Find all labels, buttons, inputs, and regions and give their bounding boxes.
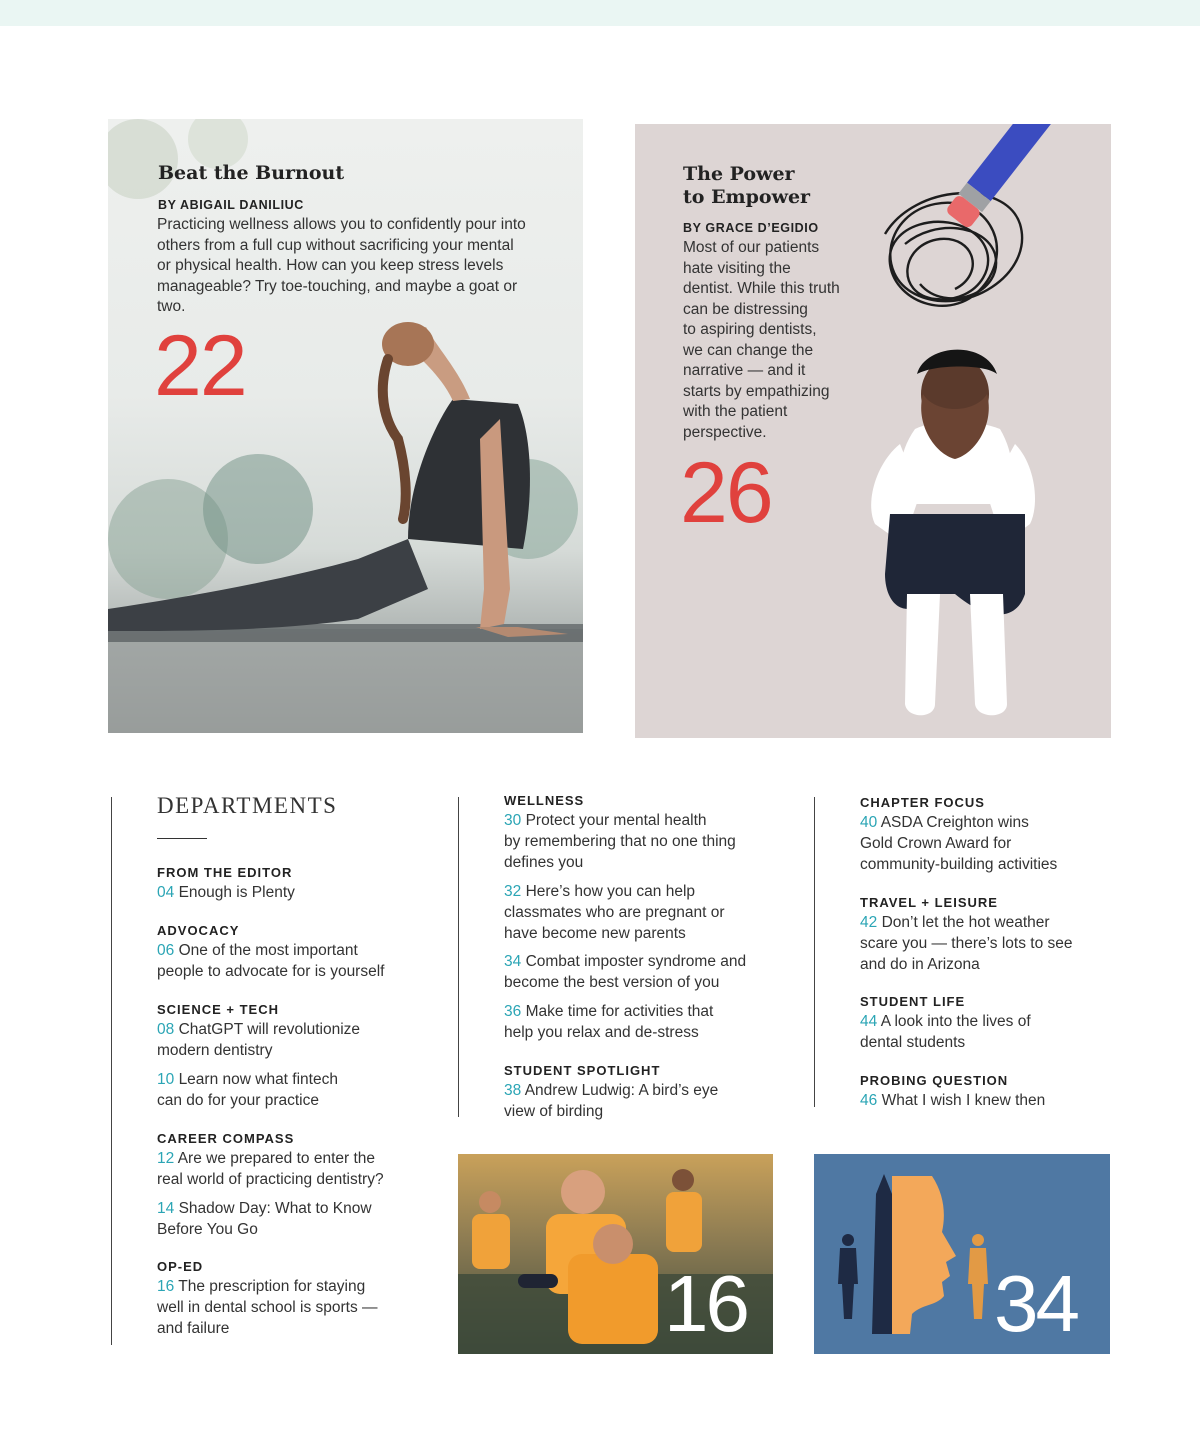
entry-text: What I wish I knew then: [881, 1092, 1046, 1109]
entry-text: become the best version of you: [504, 974, 720, 991]
entry-text: modern dentistry: [157, 1042, 273, 1059]
column-divider: [111, 797, 112, 1345]
body-line: narrative — and it: [683, 362, 806, 379]
entry-text: can do for your practice: [157, 1092, 319, 1109]
entry-text: community-building activities: [860, 856, 1058, 873]
sports-page-number: 16: [664, 1259, 747, 1348]
body-line: we can change the: [683, 341, 814, 359]
page-number: 08: [157, 1021, 175, 1038]
entry-text: view of birding: [504, 1103, 604, 1120]
entry-text: A look into the lives of: [880, 1013, 1031, 1030]
entry-text: well in dental school is sports —: [157, 1299, 378, 1316]
toc-entry[interactable]: [860, 1090, 1045, 1111]
page-number: 10: [157, 1071, 175, 1088]
section-student-spotlight: STUDENT SPOTLIGHT: [504, 1063, 661, 1078]
body-line: starts by empathizing: [683, 382, 830, 400]
entry-text: have become new parents: [504, 925, 686, 942]
entry-text: help you relax and de-stress: [504, 1024, 699, 1041]
body-line: dentist. While this truth: [683, 280, 840, 297]
top-band: [0, 0, 1200, 26]
departments-heading: DEPARTMENTS: [157, 793, 338, 818]
section-from-the-editor: FROM THE EDITOR: [157, 865, 293, 880]
toc-entry[interactable]: [860, 1011, 1031, 1053]
entry-text: Andrew Ludwig: A bird’s eye: [524, 1082, 719, 1099]
entry-text: and do in Arizona: [860, 956, 980, 973]
page-number: 14: [157, 1200, 175, 1217]
column-divider: [814, 797, 815, 1107]
entry-text: dental students: [860, 1034, 966, 1051]
entry-text: people to advocate for is yourself: [157, 963, 385, 980]
entry-text: real world of practicing dentistry?: [157, 1171, 384, 1188]
page-number: 04: [157, 884, 175, 901]
body-line: hate visiting the: [683, 259, 791, 277]
page-number: 34: [504, 953, 522, 970]
toc-entry[interactable]: [157, 1069, 338, 1111]
page-number: 42: [860, 914, 878, 931]
toc-entry[interactable]: [504, 810, 736, 873]
toc-entry[interactable]: [504, 1001, 713, 1043]
toc-entry[interactable]: [157, 1148, 384, 1190]
page-number: 40: [860, 814, 878, 831]
toc-entry[interactable]: [157, 1019, 360, 1061]
toc-entry[interactable]: [860, 912, 1073, 975]
entry-text: and failure: [157, 1320, 230, 1337]
feature-title-line-1: The Power: [683, 163, 795, 185]
body-line: perspective.: [683, 423, 767, 441]
entry-text: classmates who are pregnant or: [504, 904, 725, 921]
page-number: 12: [157, 1150, 175, 1167]
entry-text: Are we prepared to enter the: [177, 1150, 376, 1167]
page-number: 46: [860, 1092, 878, 1109]
section-chapter-focus: CHAPTER FOCUS: [860, 795, 985, 810]
entry-text: Don’t let the hot weather: [881, 914, 1050, 931]
toc-entry[interactable]: [860, 812, 1057, 875]
toc-entry[interactable]: [504, 1080, 718, 1122]
section-probing-question: PROBING QUESTION: [860, 1073, 1009, 1088]
imposter-photo[interactable]: [814, 1154, 1110, 1354]
entry-text: One of the most important: [178, 942, 358, 959]
body-line: to aspiring dentists,: [683, 321, 817, 338]
entry-text: Shadow Day: What to Know: [178, 1200, 372, 1217]
section-advocacy: ADVOCACY: [157, 923, 240, 938]
entry-text: defines you: [504, 854, 584, 871]
feature-byline: BY ABIGAIL DANILIUC: [158, 198, 304, 212]
column-divider: [458, 797, 459, 1117]
section-career-compass: CAREER COMPASS: [157, 1131, 295, 1146]
section-wellness: WELLNESS: [504, 793, 585, 808]
body-line: with the patient: [683, 403, 788, 420]
page-number: 44: [860, 1013, 878, 1030]
section-student-life: STUDENT LIFE: [860, 994, 966, 1009]
feature-body: [683, 238, 883, 443]
entry-text: Make time for activities that: [525, 1003, 714, 1020]
sports-photo[interactable]: [458, 1154, 773, 1354]
feature-the-power-to-empower[interactable]: [635, 124, 1111, 738]
entry-text: scare you — there’s lots to see: [860, 935, 1073, 952]
toc-entry[interactable]: [504, 881, 725, 944]
section-science-tech: SCIENCE + TECH: [157, 1002, 279, 1017]
page-number: 06: [157, 942, 175, 959]
feature-page-number: 26: [680, 445, 772, 541]
toc-entry[interactable]: [157, 882, 295, 903]
body-line: can be distressing: [683, 300, 808, 318]
section-op-ed: OP-ED: [157, 1259, 204, 1274]
toc-entry[interactable]: [157, 1276, 378, 1339]
entry-text: Here’s how you can help: [525, 883, 696, 900]
feature-body: Practicing wellness allows you to confidently pour into others from a full cup without sacrificing your mental or physical health. How can you keep stress levels manageable? Try toe-touching, and maybe a goat or two.: [157, 216, 526, 315]
entry-text: Before You Go: [157, 1221, 258, 1238]
entry-text: Gold Crown Award for: [860, 835, 1012, 852]
entry-text: Enough is Plenty: [178, 884, 295, 901]
body-line: Most of our patients: [683, 239, 820, 256]
entry-text: ASDA Creighton wins: [880, 814, 1029, 831]
entry-text: ChatGPT will revolutionize: [178, 1021, 361, 1038]
page-number: 32: [504, 883, 522, 900]
imposter-page-number: 34: [994, 1259, 1077, 1348]
feature-title-line-2: to Empower: [683, 186, 811, 208]
page-number: 36: [504, 1003, 522, 1020]
entry-text: Protect your mental health: [525, 812, 707, 829]
page-number: 16: [157, 1278, 175, 1295]
heading-rule: [157, 838, 207, 839]
toc-entry[interactable]: [157, 940, 384, 982]
entry-text: The prescription for staying: [178, 1278, 366, 1295]
entry-text: by remembering that no one thing: [504, 833, 736, 850]
toc-entry[interactable]: [157, 1198, 372, 1240]
feature-title: Beat the Burnout: [158, 162, 345, 184]
page-number: 38: [504, 1082, 522, 1099]
page-number: 30: [504, 812, 522, 829]
toc-entry[interactable]: [504, 951, 746, 993]
feature-beat-the-burnout[interactable]: [108, 119, 583, 733]
feature-page-number: 22: [154, 318, 246, 414]
feature-byline: BY GRACE D’EGIDIO: [683, 221, 819, 235]
section-travel-leisure: TRAVEL + LEISURE: [860, 895, 998, 910]
entry-text: Learn now what fintech: [178, 1071, 338, 1088]
entry-text: Combat imposter syndrome and: [525, 953, 747, 970]
